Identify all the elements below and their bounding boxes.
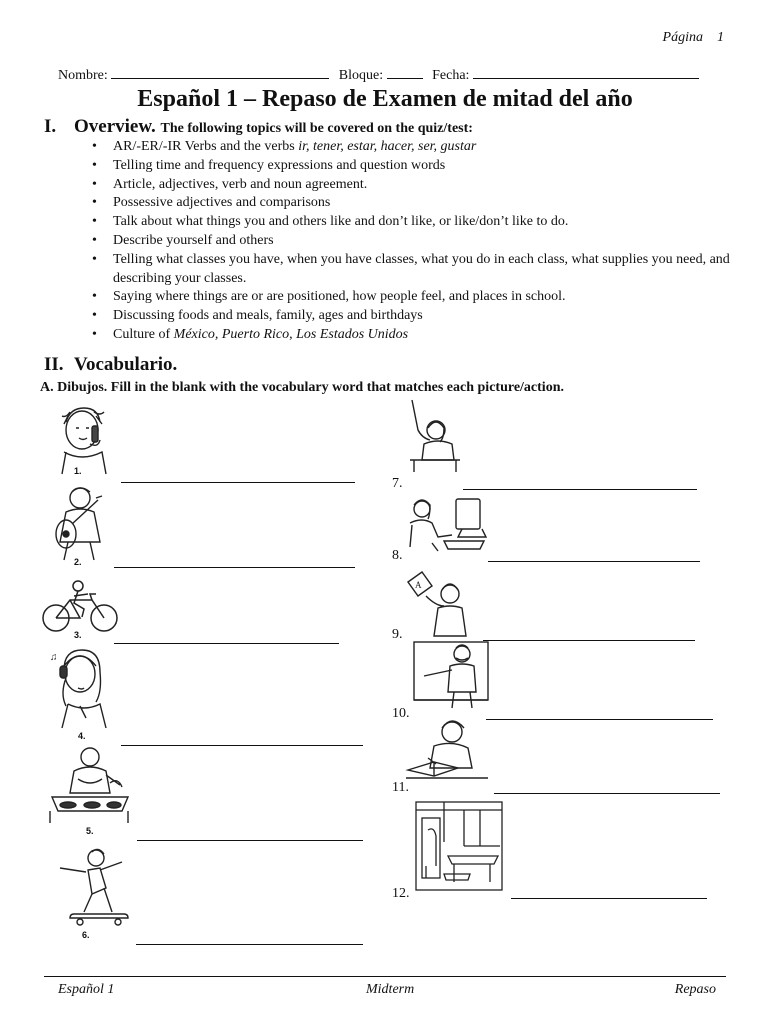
picture-number-11: 11. <box>392 780 409 795</box>
topic-text: Discussing foods and meals, family, ages and birthdays <box>113 308 423 324</box>
svg-text:♫: ♫ <box>50 652 58 663</box>
person-skateboarding-icon <box>48 848 132 928</box>
student-using-computer-icon <box>404 493 488 553</box>
topic-item <box>92 176 732 195</box>
student-holding-paper-icon <box>404 568 476 638</box>
page-label: Página <box>662 30 703 45</box>
topic-text: Telling what classes you have, when you have classes, what you do in each class, what supplies you need, and describing your classes. <box>113 251 730 286</box>
footer-rule <box>44 976 726 977</box>
picture-number-12: 12. <box>392 886 410 901</box>
answer-line-7[interactable] <box>463 489 697 490</box>
section-vocabulario-heading <box>44 354 177 376</box>
topic-text: , <box>289 326 297 342</box>
classroom-icon <box>414 800 504 892</box>
answer-line-3[interactable] <box>114 643 339 644</box>
picture-number-10: 10. <box>392 706 410 721</box>
topic-text: Possessive adjectives and comparisons <box>113 195 331 211</box>
section-intro: The following topics will be covered on the quiz/test: <box>160 121 473 136</box>
topic-item <box>92 251 732 289</box>
page-title: Español 1 – Repaso de Examen de mitad del año <box>137 86 633 112</box>
section-numeral: II. <box>44 354 64 375</box>
answer-line-10[interactable] <box>486 719 713 720</box>
topic-item <box>92 213 732 232</box>
answer-line-9[interactable] <box>483 640 695 641</box>
topic-text: AR/-ER/-IR Verbs and the verbs <box>113 139 299 154</box>
boy-with-guitar-icon <box>44 484 114 564</box>
person-cooking-icon <box>48 745 132 825</box>
date-label: Fecha: <box>432 68 470 83</box>
name-label: Nombre: <box>58 68 108 83</box>
picture-number-4: 4. <box>78 731 86 741</box>
topic-item <box>92 157 732 176</box>
topic-text: Telling time and frequency expressions and question words <box>113 157 446 173</box>
topic-item <box>92 232 732 251</box>
page-number: 1 <box>717 30 724 45</box>
picture-number-7: 7. <box>392 476 403 491</box>
student-writing-icon <box>404 718 490 784</box>
person-riding-bicycle-icon <box>40 580 120 636</box>
answer-line-4[interactable] <box>121 745 363 746</box>
student-info-row <box>58 66 699 84</box>
picture-number-8: 8. <box>392 548 403 563</box>
answer-line-11[interactable] <box>494 793 720 794</box>
topic-italic-text: ir, tener, estar, hacer, ser, gustar <box>298 139 477 154</box>
topic-item <box>92 138 732 157</box>
topic-text: Culture of <box>113 326 174 342</box>
topic-italic-text: Los Estados Unidos <box>296 326 409 342</box>
picture-number-2: 2. <box>74 557 82 567</box>
topic-item <box>92 326 732 345</box>
section-numeral: I. <box>44 116 57 137</box>
picture-number-5: 5. <box>86 826 94 836</box>
answer-line-8[interactable] <box>488 561 700 562</box>
topic-text: Article, adjectives, verb and noun agreement. <box>113 176 368 192</box>
answer-line-5[interactable] <box>137 840 363 841</box>
picture-number-9: 9. <box>392 627 403 642</box>
block-label: Bloque: <box>338 68 384 83</box>
picture-number-6: 6. <box>82 930 90 940</box>
girl-listening-to-music-icon <box>48 648 118 730</box>
topic-item <box>92 307 732 326</box>
student-raising-hand-icon <box>404 398 464 474</box>
topic-italic-text: México, Puerto Rico <box>173 326 290 342</box>
topic-item <box>92 194 732 213</box>
answer-line-6[interactable] <box>136 944 363 945</box>
svg-text:A: A <box>415 580 422 590</box>
answer-line-12[interactable] <box>511 898 707 899</box>
section-overview-heading <box>44 116 473 138</box>
topic-list <box>92 138 732 345</box>
picture-number-3: 3. <box>74 630 82 640</box>
dibujos-instructions: A. Dibujos. Fill in the blank with the vocabulary word that matches each picture/action. <box>40 380 564 395</box>
section-title: Overview. <box>74 116 156 137</box>
topic-text: Describe yourself and others <box>113 232 274 248</box>
footer-course: Español 1 <box>58 982 115 997</box>
answer-line-1[interactable] <box>121 482 355 483</box>
topic-text: Saying where things are or are positioned, how people feel, and places in school. <box>113 289 566 305</box>
name-field[interactable] <box>111 66 329 79</box>
date-field[interactable] <box>473 66 699 79</box>
answer-line-2[interactable] <box>114 567 355 568</box>
topic-text: Talk about what things you and others like and don’t like, or like/don’t like to do. <box>113 214 569 230</box>
picture-number-1: 1. <box>74 466 82 476</box>
footer-review: Repaso <box>674 982 716 997</box>
footer-exam: Midterm <box>366 982 415 997</box>
girl-talking-on-phone-icon <box>48 400 118 478</box>
page-number-header <box>663 30 724 46</box>
topic-item <box>92 288 732 307</box>
teacher-pointing-icon <box>412 640 492 710</box>
block-field[interactable] <box>387 66 423 79</box>
section-title: Vocabulario. <box>74 354 178 375</box>
